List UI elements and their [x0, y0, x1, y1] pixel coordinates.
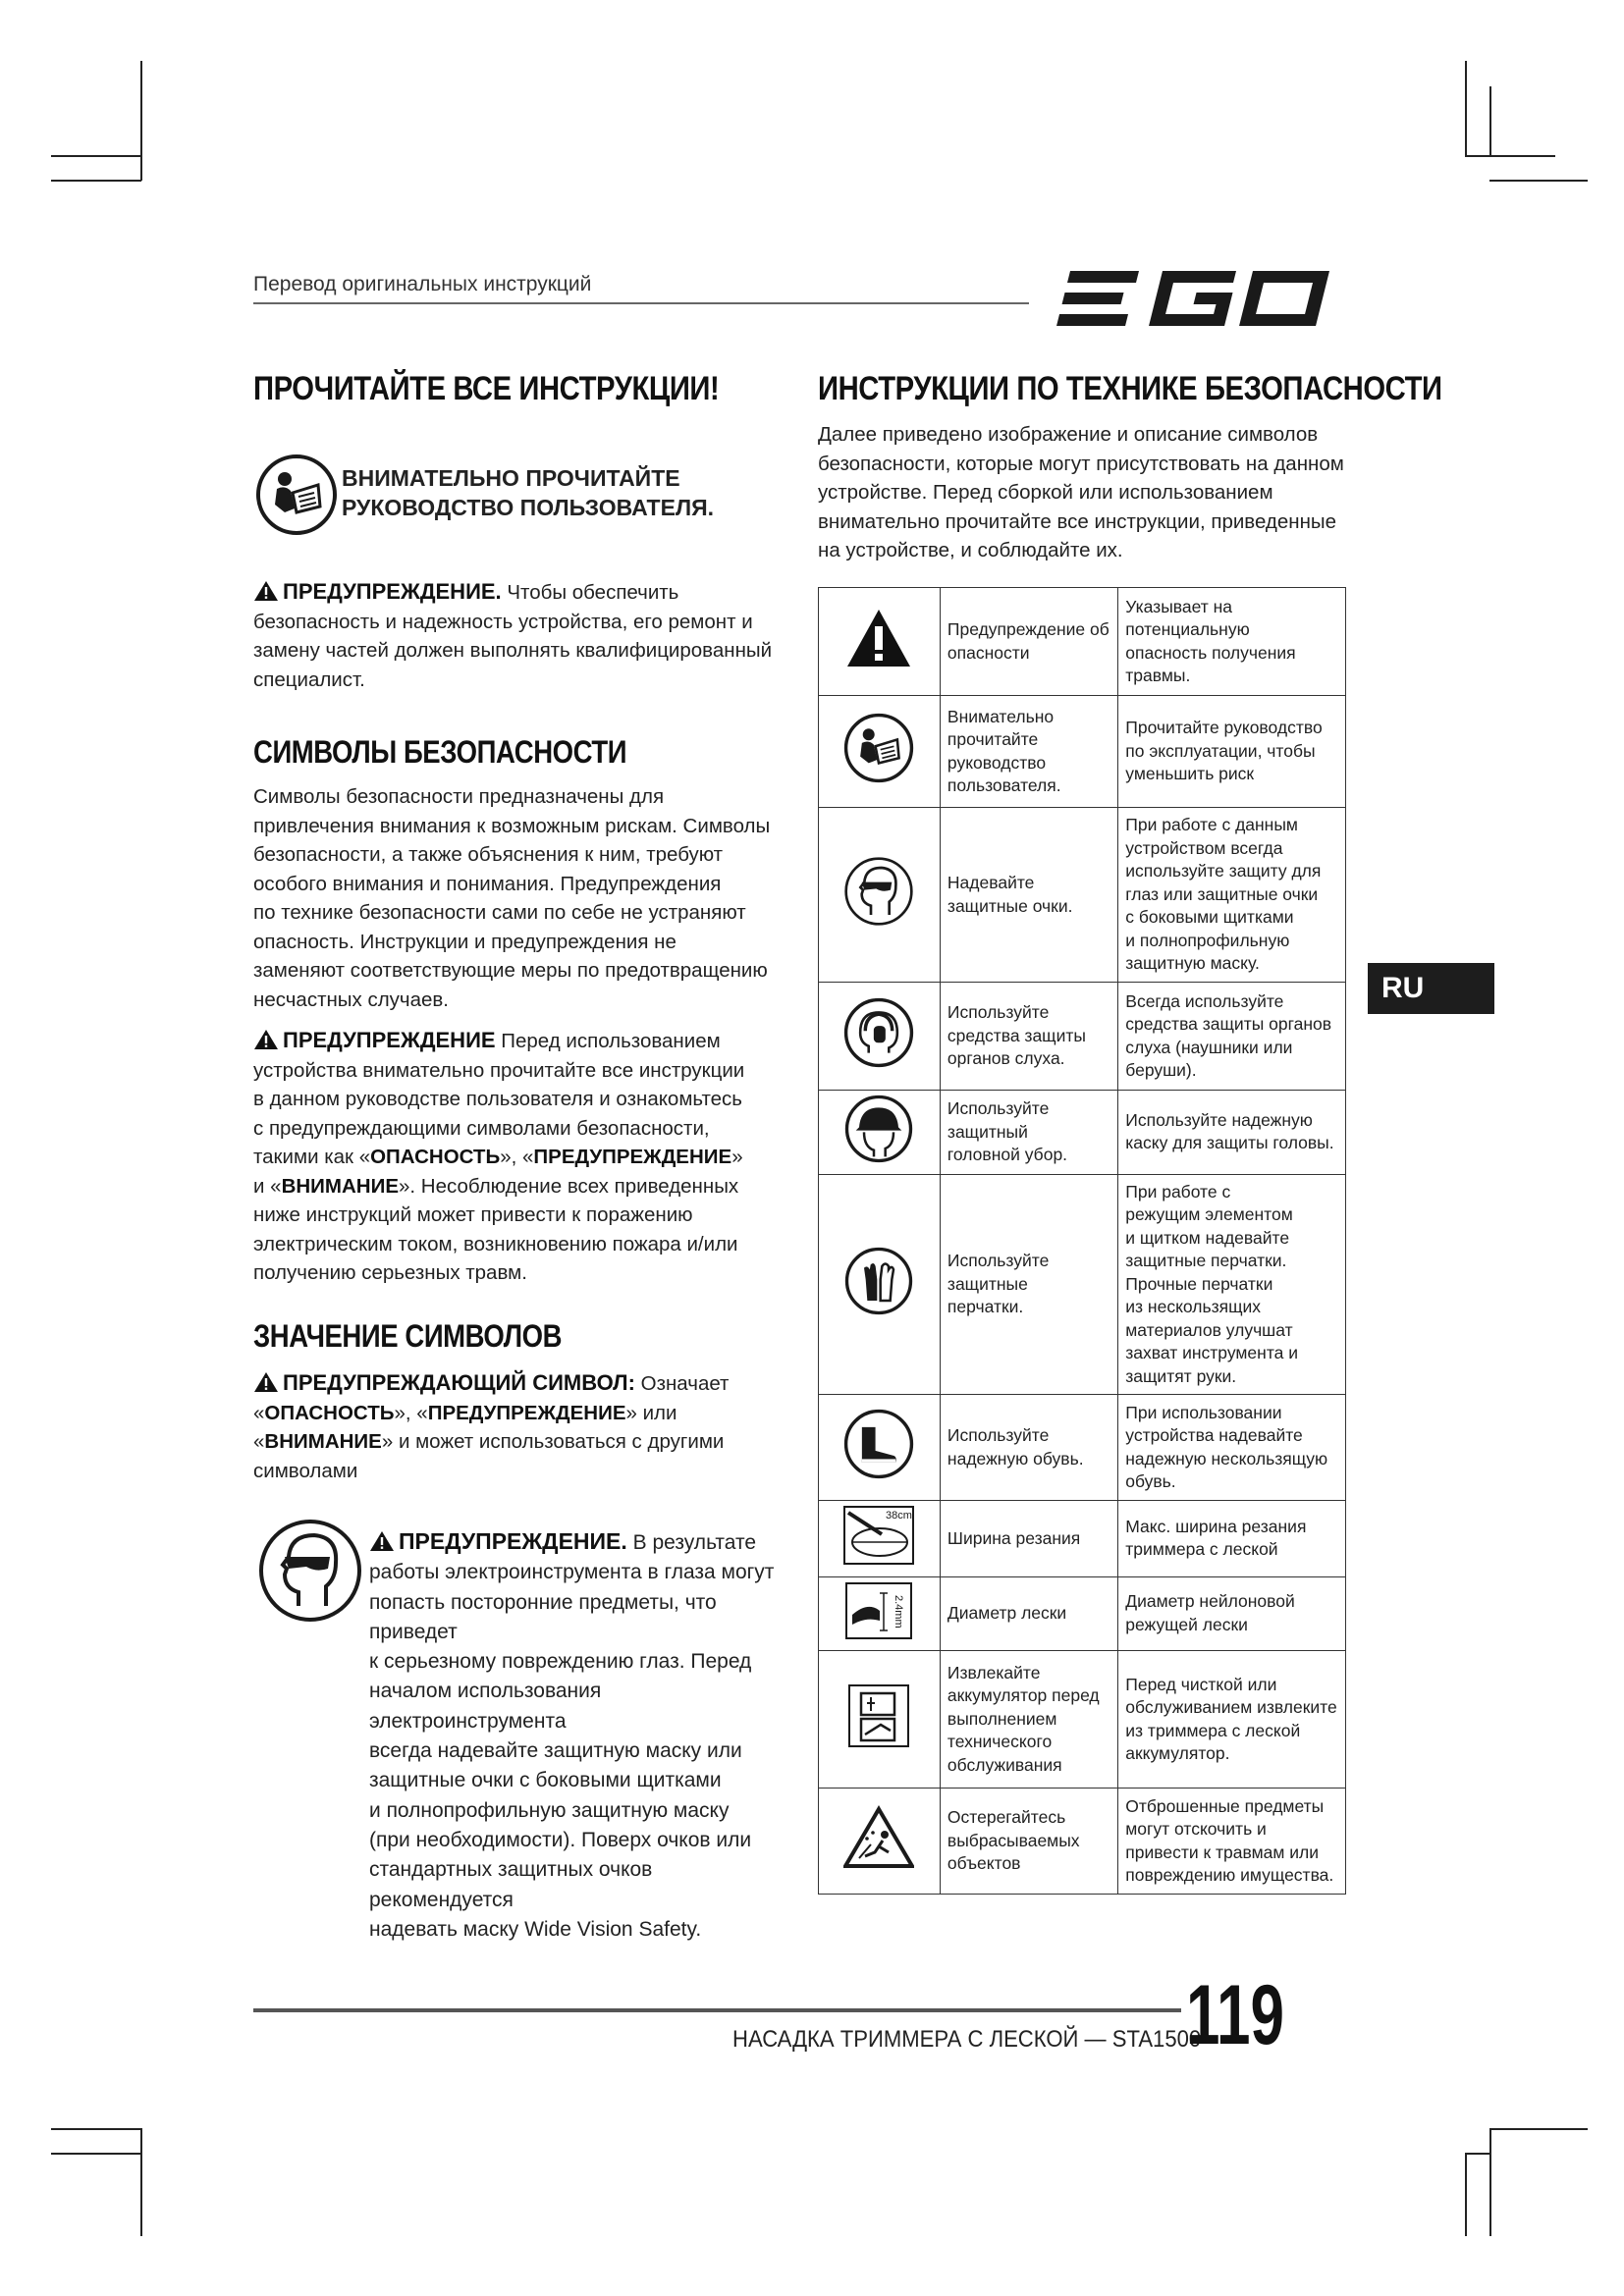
- crop-mark: [51, 2153, 141, 2155]
- line-diameter-icon: [844, 1581, 913, 1640]
- footer-title: НАСАДКА ТРИММЕРА С ЛЕСКОЙ — STA1500: [732, 2026, 1202, 2053]
- crop-mark: [140, 2128, 142, 2236]
- row-desc-line: уменьшить риск: [1125, 764, 1255, 784]
- row-desc-line: могут отскочить и: [1125, 1819, 1267, 1839]
- row-desc-line: захват инструмента и: [1125, 1343, 1299, 1362]
- safety-symbols-text: [253, 782, 784, 1014]
- row-desc-line: режущей лески: [1125, 1614, 1248, 1634]
- row-name-line: объектов: [947, 1853, 1021, 1874]
- footer-rule: [253, 2008, 1181, 2012]
- header-text: Перевод оригинальных инструкций: [253, 273, 592, 295]
- text-line: несчастных случаев.: [253, 988, 449, 1011]
- gloves-icon: [844, 1247, 913, 1315]
- row-name-line: технического: [947, 1732, 1053, 1752]
- warning-triangle-icon: [369, 1530, 395, 1552]
- warning-term: ПРЕДУПРЕЖДЕНИЕ: [427, 1401, 626, 1424]
- row-name-line: Используйте: [947, 1002, 1050, 1023]
- row-desc-line: повреждению имущества.: [1125, 1865, 1334, 1885]
- eye-warning-text: [369, 1526, 801, 1945]
- row-desc-line: триммера с леской: [1125, 1539, 1278, 1560]
- text-line: безопасности, которые могут присутствовать на данном: [818, 452, 1344, 475]
- text-fragment: такими как «: [253, 1146, 371, 1168]
- text-fragment: В результате: [632, 1531, 757, 1554]
- text-line: символами: [253, 1459, 358, 1482]
- warning-2-line: электрическим током, возникновению пожара и/или: [253, 1232, 738, 1255]
- read-all-title: ПРОЧИТАЙТЕ ВСЕ ИНСТРУКЦИИ!: [253, 370, 720, 407]
- row-desc-line: Используйте надежную: [1125, 1109, 1313, 1130]
- row-desc-line: с боковыми щитками: [1125, 907, 1294, 928]
- caution-term: ВНИМАНИЕ: [264, 1430, 382, 1453]
- row-desc-line: защитят руки.: [1125, 1365, 1237, 1386]
- text-line: надевать маску Wide Vision Safety.: [369, 1917, 702, 1941]
- row-desc-line: средства защиты органов: [1125, 1014, 1332, 1034]
- row-name-line: Используйте: [947, 1251, 1050, 1270]
- table-row: [819, 696, 1346, 808]
- header-rule: [253, 302, 1029, 304]
- table-row: [819, 983, 1346, 1091]
- row-name-line: аккумулятор перед: [947, 1685, 1100, 1706]
- row-name-line: защитный: [947, 1121, 1028, 1142]
- warning-1-line: специалист.: [253, 667, 365, 691]
- text-fragment: », «: [500, 1146, 534, 1168]
- table-row: [819, 1174, 1346, 1395]
- crop-mark: [1489, 180, 1588, 182]
- crop-mark: [1489, 86, 1491, 155]
- row-desc-line: привести к травмам или: [1125, 1842, 1320, 1862]
- row-name-line: Предупреждение об: [947, 619, 1110, 639]
- warning-symbol-label: ПРЕДУПРЕЖДАЮЩИЙ СИМВОЛ:: [283, 1370, 635, 1395]
- row-desc-line: При работе с: [1125, 1181, 1231, 1201]
- row-name-line: защитные: [947, 1273, 1028, 1294]
- row-name-line: головной убор.: [947, 1145, 1068, 1164]
- row-name-line: Диаметр лески: [947, 1603, 1067, 1623]
- crop-mark: [1465, 2153, 1490, 2155]
- text-fragment: »: [731, 1146, 743, 1168]
- row-name-line: прочитайте: [947, 729, 1039, 749]
- crop-mark: [51, 155, 141, 157]
- row-name-line: пользователя.: [947, 775, 1061, 795]
- row-desc-line: материалов улучшат: [1125, 1319, 1293, 1340]
- cutting-width-label: 38cm: [886, 1510, 913, 1522]
- row-name-line: защитные очки.: [947, 895, 1073, 916]
- row-name-line: Ширина резания: [947, 1527, 1081, 1548]
- symbols-table: [818, 587, 1346, 1895]
- text-line: заменяют соответствующие меры по предотвращению: [253, 959, 768, 982]
- row-desc-line: травмы.: [1125, 666, 1191, 685]
- row-desc-line: используйте защиту для: [1125, 861, 1322, 881]
- warning-1-line: Чтобы обеспечить: [507, 581, 679, 604]
- warning-1-line: замену частей должен выполнять квалифицированный: [253, 639, 773, 662]
- row-name-line: Извлекайте: [947, 1662, 1041, 1682]
- crop-mark: [1465, 155, 1555, 157]
- text-line: безопасности, а также объяснения к ним, требуют: [253, 843, 724, 866]
- row-desc-line: Макс. ширина резания: [1125, 1516, 1307, 1536]
- language-tab: RU: [1368, 963, 1494, 1014]
- row-name-line: надежную обувь.: [947, 1448, 1084, 1468]
- ego-logo: [1047, 263, 1351, 334]
- row-desc-line: опасность получения: [1125, 642, 1296, 663]
- read-manual-line1: ВНИМАТЕЛЬНО ПРОЧИТАЙТЕ: [342, 465, 680, 491]
- row-desc-line: потенциальную: [1125, 619, 1250, 639]
- boots-icon: [843, 1409, 914, 1479]
- warning-triangle-icon: [253, 1029, 279, 1050]
- text-fragment: «: [253, 1401, 265, 1424]
- warning-2-label: ПРЕДУПРЕЖДЕНИЕ: [283, 1028, 496, 1052]
- row-name-line: обслуживания: [947, 1754, 1062, 1775]
- safety-symbols-title: СИМВОЛЫ БЕЗОПАСНОСТИ: [253, 734, 627, 770]
- row-name-line: Используйте: [947, 1098, 1050, 1118]
- text-line: внимательно прочитайте все инструкции, приведенные: [818, 509, 1337, 533]
- helmet-icon: [844, 1095, 913, 1163]
- row-name-line: Внимательно: [947, 706, 1055, 726]
- warning-triangle-icon: [253, 580, 279, 602]
- text-fragment: ». Несоблюдение всех приведенных: [399, 1174, 739, 1198]
- cutting-width-icon: [842, 1505, 915, 1566]
- row-desc-line: Прочные перчатки: [1125, 1273, 1273, 1294]
- row-desc-line: Всегда используйте: [1125, 990, 1284, 1011]
- crop-mark: [140, 61, 142, 181]
- warning-2-line: с предупреждающими символами безопасности,: [253, 1116, 710, 1140]
- text-line: стандартных защитных очков рекомендуется: [369, 1858, 653, 1911]
- row-desc-line: и полнопрофильную: [1125, 930, 1290, 950]
- crop-mark: [1465, 2153, 1467, 2236]
- row-desc-line: устройства надевайте: [1125, 1425, 1303, 1445]
- row-desc-line: из нескользящих: [1125, 1297, 1262, 1316]
- text-line: устройстве. Перед сборкой или использованием: [818, 481, 1273, 504]
- table-row: [819, 1651, 1346, 1789]
- table-row: [819, 1789, 1346, 1895]
- read-manual-line2: РУКОВОДСТВО ПОЛЬЗОВАТЕЛЯ.: [342, 495, 715, 520]
- table-row: [819, 1501, 1346, 1577]
- row-desc-line: аккумулятор.: [1125, 1743, 1230, 1763]
- row-desc-line: При работе с данным: [1125, 815, 1298, 835]
- text-fragment: » или: [625, 1401, 677, 1424]
- eye-warning-label: ПРЕДУПРЕЖДЕНИЕ.: [399, 1528, 627, 1554]
- symbol-meaning-text: [253, 1368, 784, 1485]
- text-line: и полнопрофильную защитную маску: [369, 1798, 730, 1822]
- table-row: [819, 1576, 1346, 1651]
- warning-2-line: Перед использованием: [501, 1030, 721, 1052]
- row-desc-line: защитную маску.: [1125, 953, 1260, 974]
- row-desc-line: Перед чисткой или: [1125, 1674, 1277, 1694]
- crop-mark: [1489, 2128, 1588, 2130]
- warning-2-line: получению серьезных травм.: [253, 1261, 527, 1284]
- read-manual-icon: [843, 713, 914, 783]
- row-desc-line: обслуживанием извлеките: [1125, 1697, 1337, 1717]
- table-row: [819, 808, 1346, 983]
- warning-1-label: ПРЕДУПРЕЖДЕНИЕ.: [283, 579, 502, 604]
- text-line: привлечения внимания к возможным рискам. Символы: [253, 814, 771, 837]
- row-name-line: органов слуха.: [947, 1048, 1065, 1069]
- text-line: работы электроинструмента в глаза могут: [369, 1561, 775, 1584]
- row-name-line: Надевайте: [947, 873, 1035, 892]
- row-desc-line: по эксплуатации, чтобы: [1125, 740, 1316, 761]
- remove-battery-icon: [847, 1683, 910, 1748]
- text-line: особого внимания и понимания. Предупреждения: [253, 872, 722, 895]
- read-manual-icon: [255, 454, 338, 536]
- safety-glasses-icon: [257, 1518, 363, 1624]
- row-desc-line: режущим элементом: [1125, 1204, 1293, 1224]
- row-desc-line: При использовании: [1125, 1402, 1282, 1422]
- row-desc-line: Указывает на: [1125, 596, 1233, 616]
- caution-term: ВНИМАНИЕ: [281, 1174, 399, 1198]
- text-line: к серьезному повреждению глаз. Перед: [369, 1650, 752, 1674]
- text-fragment: Означает: [640, 1372, 730, 1395]
- page-number: 119: [1186, 1968, 1284, 2062]
- line-diameter-label: 2.4mm: [893, 1594, 905, 1629]
- warning-1-line: безопасность и надежность устройства, его ремонт и: [253, 610, 753, 633]
- row-desc-line: устройством всегда: [1125, 837, 1283, 858]
- crop-mark: [1489, 2128, 1491, 2236]
- warning-2-line: в данном руководстве пользователя и ознакомьтесь: [253, 1088, 742, 1110]
- warning-2-line: устройства внимательно прочитайте все инструкции: [253, 1058, 745, 1082]
- warning-triangle-icon: [844, 607, 913, 669]
- warning-term: ПРЕДУПРЕЖДЕНИЕ: [533, 1146, 732, 1168]
- danger-term: ОПАСНОСТЬ: [264, 1401, 395, 1424]
- table-row: [819, 1091, 1346, 1175]
- safety-instructions-title: ИНСТРУКЦИИ ПО ТЕХНИКЕ БЕЗОПАСНОСТИ: [818, 370, 1442, 407]
- row-name-line: опасности: [947, 642, 1030, 663]
- row-desc-line: и щитком надевайте: [1125, 1227, 1290, 1248]
- text-line: всегда надевайте защитную маску или: [369, 1739, 742, 1763]
- ear-protection-icon: [843, 997, 914, 1068]
- warning-block-2: [253, 1026, 784, 1288]
- table-row: [819, 588, 1346, 696]
- text-line: защитные очки с боковыми щитками: [369, 1769, 722, 1792]
- text-fragment: », «: [394, 1401, 428, 1424]
- row-desc-line: надежную нескользящую: [1125, 1448, 1328, 1468]
- row-desc-line: Диаметр нейлоновой: [1125, 1591, 1295, 1612]
- warning-2-line: ниже инструкций может привести к поражению: [253, 1203, 693, 1226]
- text-line: попасть посторонние предметы, что приведет: [369, 1590, 717, 1643]
- text-line: на устройстве, и соблюдайте их.: [818, 539, 1123, 561]
- row-desc-line: беруши).: [1125, 1060, 1197, 1080]
- row-name-line: перчатки.: [947, 1297, 1024, 1316]
- text-line: по технике безопасности сами по себе не устраняют: [253, 901, 746, 924]
- text-fragment: «: [253, 1430, 265, 1453]
- row-name-line: Остерегайтесь: [947, 1807, 1066, 1828]
- crop-mark: [51, 180, 141, 182]
- text-fragment: » и может использоваться с другими: [381, 1430, 725, 1453]
- row-name-line: выполнением: [947, 1708, 1057, 1729]
- row-desc-line: слуха (наушники или: [1125, 1037, 1293, 1057]
- logo-text: EGO: [1047, 263, 1050, 264]
- row-name-line: Используйте: [947, 1425, 1050, 1445]
- safety-glasses-icon: [843, 856, 914, 927]
- row-desc-line: защитные перчатки.: [1125, 1251, 1287, 1270]
- text-line: опасность. Инструкции и предупреждения не: [253, 930, 677, 953]
- symbol-meaning-title: ЗНАЧЕНИЕ СИМВОЛОВ: [253, 1318, 563, 1354]
- thrown-objects-icon: [843, 1805, 914, 1870]
- row-desc-line: Отброшенные предметы: [1125, 1795, 1325, 1816]
- row-name-line: выбрасываемых: [947, 1830, 1080, 1850]
- row-name-line: средства защиты: [947, 1025, 1086, 1045]
- danger-term: ОПАСНОСТЬ: [370, 1146, 501, 1168]
- safety-intro: [818, 420, 1368, 565]
- text-line: (при необходимости). Поверх очков или: [369, 1828, 752, 1851]
- crop-mark: [51, 2128, 141, 2130]
- row-desc-line: из триммера с леской: [1125, 1720, 1301, 1740]
- warning-triangle-icon: [253, 1371, 279, 1393]
- row-desc-line: каску для защиты головы.: [1125, 1133, 1334, 1153]
- warning-block-1: [253, 577, 784, 694]
- row-desc-line: Прочитайте руководство: [1125, 718, 1323, 738]
- crop-mark: [1465, 61, 1467, 155]
- row-desc-line: обувь.: [1125, 1471, 1176, 1491]
- text-line: началом использования электроинструмента: [369, 1680, 602, 1733]
- row-name-line: руководство: [947, 752, 1047, 773]
- table-row: [819, 1395, 1346, 1501]
- row-desc-line: глаз или защитные очки: [1125, 883, 1319, 904]
- text-line: Далее приведено изображение и описание символов: [818, 423, 1319, 446]
- text-fragment: и «: [253, 1174, 282, 1198]
- text-line: Символы безопасности предназначены для: [253, 785, 665, 808]
